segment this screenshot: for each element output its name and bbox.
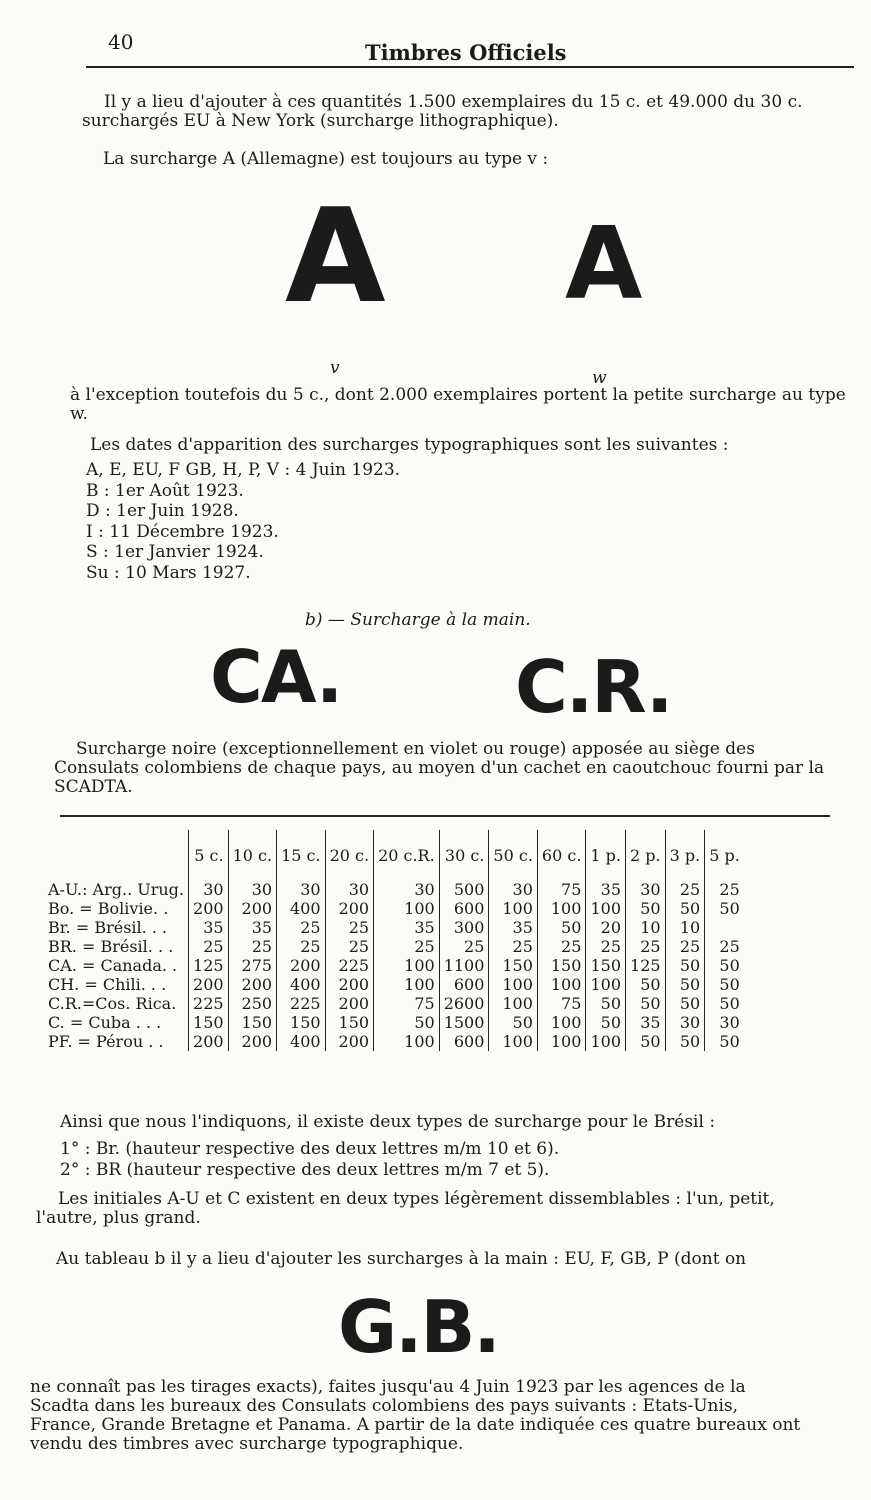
- table-row: [48, 975, 744, 994]
- table-cell: 150: [586, 956, 626, 975]
- table-cell: 50: [705, 975, 744, 994]
- table-cell: 35: [189, 918, 229, 937]
- table-cell: 30: [489, 880, 538, 899]
- table-cell: 50: [665, 1032, 705, 1051]
- table-cell: 25: [228, 937, 277, 956]
- row-label: BR. = Brésil. . .: [48, 937, 174, 956]
- table-cell: 50: [586, 1013, 626, 1032]
- date-item: B : 1er Août 1923.: [86, 480, 244, 501]
- table-cell: 50: [665, 956, 705, 975]
- table-row: [48, 899, 744, 918]
- table-row: [48, 918, 744, 937]
- table-cell: 25: [626, 937, 666, 956]
- surcharge-glyph-w: A: [565, 205, 643, 322]
- column-header: 15 c.: [277, 830, 326, 880]
- table-cell: 100: [374, 956, 440, 975]
- dates-list: [86, 460, 400, 583]
- table-cell: [705, 918, 744, 937]
- table-cell: 400: [277, 1032, 326, 1051]
- table-cell: 25: [537, 937, 586, 956]
- table-row: [48, 994, 744, 1013]
- table-cell: 225: [189, 994, 229, 1013]
- column-header: 60 c.: [537, 830, 586, 880]
- table-cell: 35: [489, 918, 538, 937]
- table-cell: 10: [626, 918, 666, 937]
- paragraph-2: La surcharge A (Allemagne) est toujours au type v :: [103, 149, 549, 169]
- table-cell: 30: [325, 880, 374, 899]
- table-cell: 100: [489, 975, 538, 994]
- table-cell: 25: [665, 937, 705, 956]
- table-cell: 50: [537, 918, 586, 937]
- table-cell: 1100: [439, 956, 489, 975]
- row-label: C. = Cuba . . .: [48, 1013, 162, 1032]
- table-cell: 200: [189, 975, 229, 994]
- table-cell: 100: [537, 1032, 586, 1051]
- table-cell: 75: [537, 880, 586, 899]
- table-cell: 25: [705, 880, 744, 899]
- section-heading: b) — Surcharge à la main.: [305, 610, 531, 630]
- table-cell: 35: [228, 918, 277, 937]
- table-cell: 200: [189, 1032, 229, 1051]
- date-item: S : 1er Janvier 1924.: [86, 542, 264, 562]
- table-cell: 25: [374, 937, 440, 956]
- stamp-gb: G.B.: [338, 1285, 499, 1369]
- row-label: CA. = Canada. .: [48, 956, 178, 975]
- table-cell: 600: [439, 975, 489, 994]
- table-cell: 30: [228, 880, 277, 899]
- table-cell: 250: [228, 994, 277, 1013]
- table-cell: 150: [325, 1013, 374, 1032]
- row-label: Bo. = Bolivie. .: [48, 899, 169, 918]
- table-cell: 200: [189, 899, 229, 918]
- table-cell: 150: [189, 1013, 229, 1032]
- table-cell: 200: [325, 1032, 374, 1051]
- table-cell: 200: [228, 975, 277, 994]
- table-cell: 25: [489, 937, 538, 956]
- table-cell: 30: [374, 880, 440, 899]
- table-cell: 100: [537, 899, 586, 918]
- column-header: 10 c.: [228, 830, 277, 880]
- table-header-row: [48, 830, 744, 880]
- table-cell: 25: [325, 918, 374, 937]
- table-cell: 35: [586, 880, 626, 899]
- column-header: 5 c.: [189, 830, 229, 880]
- table-cell: 100: [374, 899, 440, 918]
- table-cell: 100: [586, 899, 626, 918]
- paragraph-9: Les initiales A-U et C existent en deux types légèrement dissemblables : l'un, petit, l'autre, plus grand.: [36, 1189, 775, 1228]
- table-cell: 225: [277, 994, 326, 1013]
- table-cell: 125: [189, 956, 229, 975]
- column-header: 3 p.: [665, 830, 705, 880]
- paragraph-7: 1° : Br. (hauteur respective des deux lettres m/m 10 et 6).: [60, 1139, 560, 1159]
- table-row: [48, 880, 744, 899]
- table-cell: 50: [626, 994, 666, 1013]
- table-cell: 275: [228, 956, 277, 975]
- table-cell: 500: [439, 880, 489, 899]
- table-rule: [60, 815, 830, 817]
- label-v: v: [330, 358, 340, 378]
- table-cell: 25: [277, 918, 326, 937]
- table-cell: 100: [489, 899, 538, 918]
- column-header: 20 c.: [325, 830, 374, 880]
- paragraph-10: Au tableau b il y a lieu d'ajouter les surcharges à la main : EU, F, GB, P (dont on: [56, 1249, 747, 1269]
- paragraph-4: Les dates d'apparition des surcharges typographiques sont les suivantes :: [90, 435, 729, 455]
- table-cell: 100: [537, 975, 586, 994]
- table-cell: 50: [705, 1032, 744, 1051]
- table-cell: 50: [665, 899, 705, 918]
- table-cell: 30: [189, 880, 229, 899]
- column-header: 20 c.R.: [374, 830, 440, 880]
- table-cell: 30: [705, 1013, 744, 1032]
- paragraph-11: ne connaît pas les tirages exacts), faites jusqu'au 4 Juin 1923 par les agences de la Scadta dans les bureaux des Consulats colombiens des pays suivants : Etats-Unis, France, Grande Bretagne et Panama. A partir de la date indiquée ces quatre bureaux ont vendu des timbres avec surcharge typographique.: [30, 1377, 801, 1454]
- table-cell: 600: [439, 899, 489, 918]
- table-cell: 100: [374, 975, 440, 994]
- table-cell: 30: [277, 880, 326, 899]
- table-cell: 100: [489, 994, 538, 1013]
- table-cell: 600: [439, 1032, 489, 1051]
- table-cell: 50: [489, 1013, 538, 1032]
- table-cell: 150: [228, 1013, 277, 1032]
- date-item: A, E, EU, F GB, H, P, V : 4 Juin 1923.: [86, 460, 401, 480]
- date-item: D : 1er Juin 1928.: [86, 501, 239, 521]
- table-cell: 100: [489, 1032, 538, 1051]
- date-item: I : 11 Décembre 1923.: [86, 521, 279, 542]
- table-cell: 10: [665, 918, 705, 937]
- table-cell: 50: [705, 899, 744, 918]
- paragraph-5: Surcharge noire (exceptionnellement en violet ou rouge) apposée au siège des Consulats colombiens de chaque pays, au moyen d'un cachet en caoutchouc fourni par la SCADTA.: [54, 739, 825, 797]
- table-row: [48, 1032, 744, 1051]
- table-cell: 125: [626, 956, 666, 975]
- table-cell: 200: [228, 1032, 277, 1051]
- table-cell: 50: [586, 994, 626, 1013]
- table-cell: 200: [325, 975, 374, 994]
- page-number: 40: [108, 30, 134, 54]
- table-cell: 30: [626, 880, 666, 899]
- table-cell: 50: [626, 899, 666, 918]
- table-cell: 50: [665, 975, 705, 994]
- table-cell: 400: [277, 899, 326, 918]
- row-label: CH. = Chili. . .: [48, 975, 167, 994]
- table-cell: 100: [586, 975, 626, 994]
- table-cell: 100: [374, 1032, 440, 1051]
- paragraph-1: Il y a lieu d'ajouter à ces quantités 1.500 exemplaires du 15 c. et 49.000 du 30 c. surchargés EU à New York (surcharge lithographique).: [82, 92, 803, 131]
- stamp-cr: C.R.: [515, 645, 672, 729]
- table-cell: 50: [626, 975, 666, 994]
- column-header: 50 c.: [489, 830, 538, 880]
- paragraph-3: à l'exception toutefois du 5 c., dont 2.000 exemplaires portent la petite surcharge au type w.: [70, 385, 846, 424]
- table-cell: 100: [537, 1013, 586, 1032]
- table-cell: 50: [705, 956, 744, 975]
- table-cell: 25: [325, 937, 374, 956]
- row-label: A-U.: Arg.. Urug.: [48, 880, 185, 899]
- table-cell: 400: [277, 975, 326, 994]
- header-rule: [86, 66, 854, 68]
- row-label: Br. = Brésil. . .: [48, 918, 168, 937]
- table-row: [48, 937, 744, 956]
- table-cell: 150: [489, 956, 538, 975]
- table-cell: 25: [705, 937, 744, 956]
- column-header: 2 p.: [626, 830, 666, 880]
- table-cell: 200: [325, 899, 374, 918]
- table-cell: 35: [626, 1013, 666, 1032]
- paragraph-6: Ainsi que nous l'indiquons, il existe deux types de surcharge pour le Brésil :: [60, 1112, 716, 1132]
- surcharge-glyph-v: A: [285, 180, 386, 332]
- paragraph-8: 2° : BR (hauteur respective des deux lettres m/m 7 et 5).: [60, 1160, 550, 1180]
- table-cell: 35: [374, 918, 440, 937]
- date-item: Su : 10 Mars 1927.: [86, 562, 251, 583]
- table-cell: 75: [537, 994, 586, 1013]
- table-cell: 25: [277, 937, 326, 956]
- table-cell: 25: [586, 937, 626, 956]
- table-cell: 2600: [439, 994, 489, 1013]
- table-cell: 200: [325, 994, 374, 1013]
- running-title: Timbres Officiels: [365, 40, 567, 65]
- table-cell: 20: [586, 918, 626, 937]
- row-label: C.R.=Cos. Rica.: [48, 994, 177, 1013]
- table-cell: 225: [325, 956, 374, 975]
- table-cell: 150: [277, 1013, 326, 1032]
- row-label: PF. = Pérou . .: [48, 1032, 164, 1051]
- table-cell: 50: [705, 994, 744, 1013]
- column-header: 5 p.: [705, 830, 744, 880]
- table-cell: 100: [586, 1032, 626, 1051]
- table-cell: 50: [665, 994, 705, 1013]
- table-cell: 25: [189, 937, 229, 956]
- quantities-table: [48, 830, 744, 1051]
- table-cell: 30: [665, 1013, 705, 1032]
- table-cell: 25: [665, 880, 705, 899]
- table-cell: 200: [277, 956, 326, 975]
- column-header: 30 c.: [439, 830, 489, 880]
- table-row: [48, 956, 744, 975]
- table-cell: 50: [374, 1013, 440, 1032]
- table-cell: 200: [228, 899, 277, 918]
- table-cell: 1500: [439, 1013, 489, 1032]
- table-cell: 25: [439, 937, 489, 956]
- table-cell: 75: [374, 994, 440, 1013]
- table-cell: 150: [537, 956, 586, 975]
- table-row: [48, 1013, 744, 1032]
- stamp-ca: CA.: [210, 635, 342, 719]
- column-header: 1 p.: [586, 830, 626, 880]
- table-cell: 300: [439, 918, 489, 937]
- label-w: w: [592, 368, 607, 388]
- table-cell: 50: [626, 1032, 666, 1051]
